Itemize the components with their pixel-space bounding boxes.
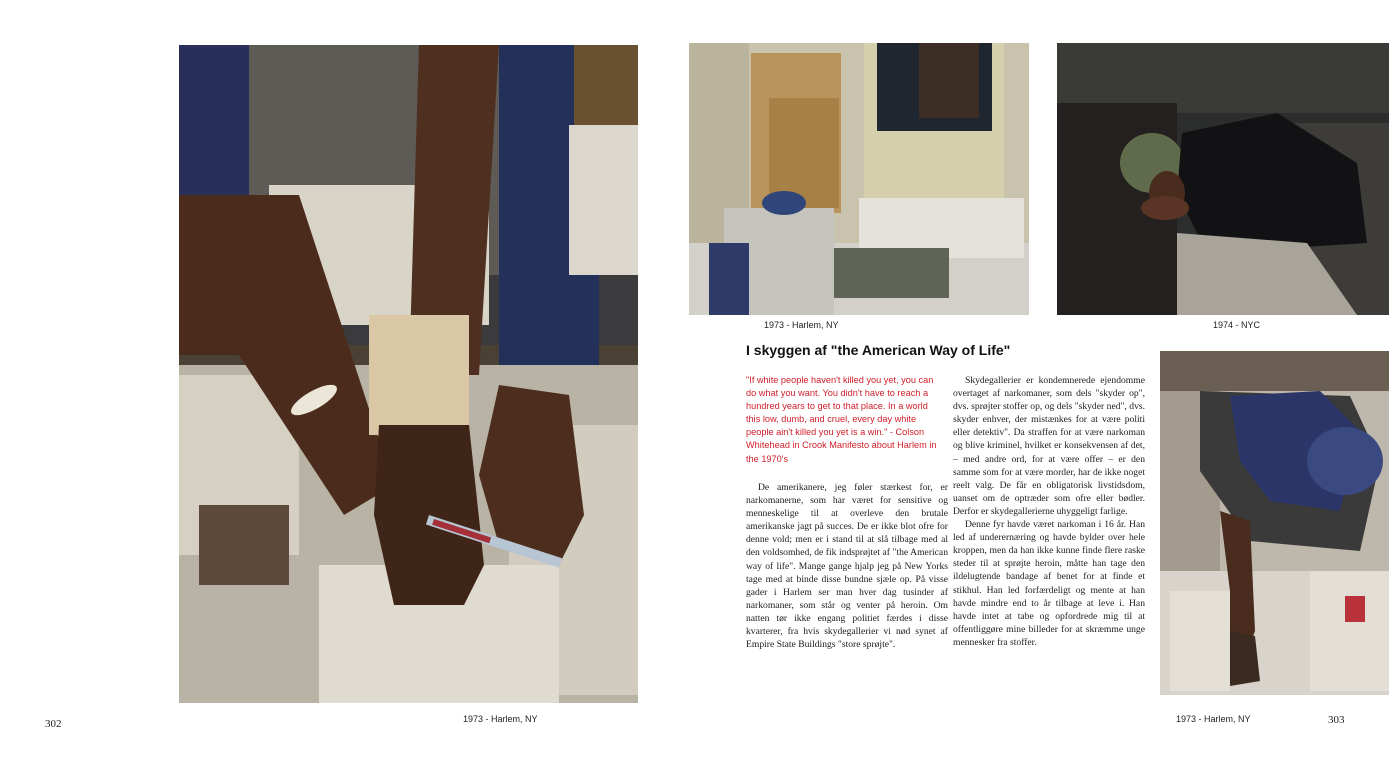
photo-main-injection	[179, 45, 638, 703]
photo-leg-bandage	[1160, 351, 1389, 695]
page-number-right: 303	[1328, 714, 1345, 726]
pull-quote: "If white people haven't killed you yet, you can do what you want. You didn't have to reach a hundred years to get to that place. In a world this low, dumb, and cruel, every day white people ain't killed you yet is a win." - Colson Whitehead in Crook Manifesto about Harlem in the 1970's	[746, 375, 937, 464]
caption-main: 1973 - Harlem, NY	[463, 714, 538, 724]
body-paragraph: Skydegallerier er kondemnerede ejendomme overtaget af narkomaner, som dels "skyder op", dvs. sprøjter stoffer op, og dels "skyder ned", dvs. skyder enhver, der mistænkes for at være politi eller detektiv". Da straffen for at være narkoman og blive kriminel, hvilket er konsekvensen af det, – med andre ord, for at være offer – er den samme som for at være morder, har de ikke noget reelt valg. De får en obligatorisk livstidsdom, uanset om de optræder som ofre eller bødler. Derfor er skydegallerierne uhyggeligt farlige.	[953, 375, 1145, 517]
article-heading: I skyggen af "the American Way of Life"	[746, 342, 1011, 358]
body-column-2	[953, 374, 1145, 649]
photo-wall	[1057, 43, 1389, 315]
caption-leg: 1973 - Harlem, NY	[1176, 714, 1251, 724]
page-number-left: 302	[45, 718, 62, 730]
body-paragraph: De amerikanere, jeg føler stærkest for, er narkomanerne, som har været for sensitive og menneskelige til at overleve den brutale amerikanske jagt på succes. De er ikke blot ofre for denne vold; men er i stand til at slå tilbage med al den voldsomhed, de fik indsprøjtet af "the American way of life". Mange gange hjalp jeg på New Yorks tage med at binde disse bundne sjæle op. På visse gader i Harlem ser man hver dag tusinder af narkomaner, som står og venter på heroin. Om natten tør ikke engang politiet færdes i disse kvarterer, fra hvis skydegallerier vi nød synet af Empire State Buildings "store sprøjte".	[746, 482, 948, 651]
body-column-1	[746, 481, 948, 651]
body-paragraph: Denne fyr havde været narkoman i 16 år. Han led af underernæring og havde bylder over hele kroppen, men da han ikke kunne finde flere raske steder til at sprøjte heroin, måtte han tage den ildelugtende bandage af benet for at finde et stikhul. Han led forfærdeligt og mente at han havde mindre end to år tilbage at leve i. Han havde intet at tabe og opfordrede mig til at offentliggøre mine billeder for at skræmme unge mennesker fra stoffer.	[953, 519, 1145, 648]
photo-doorway	[689, 43, 1029, 315]
caption-doorway: 1973 - Harlem, NY	[764, 320, 839, 330]
caption-wall: 1974 - NYC	[1213, 320, 1261, 330]
